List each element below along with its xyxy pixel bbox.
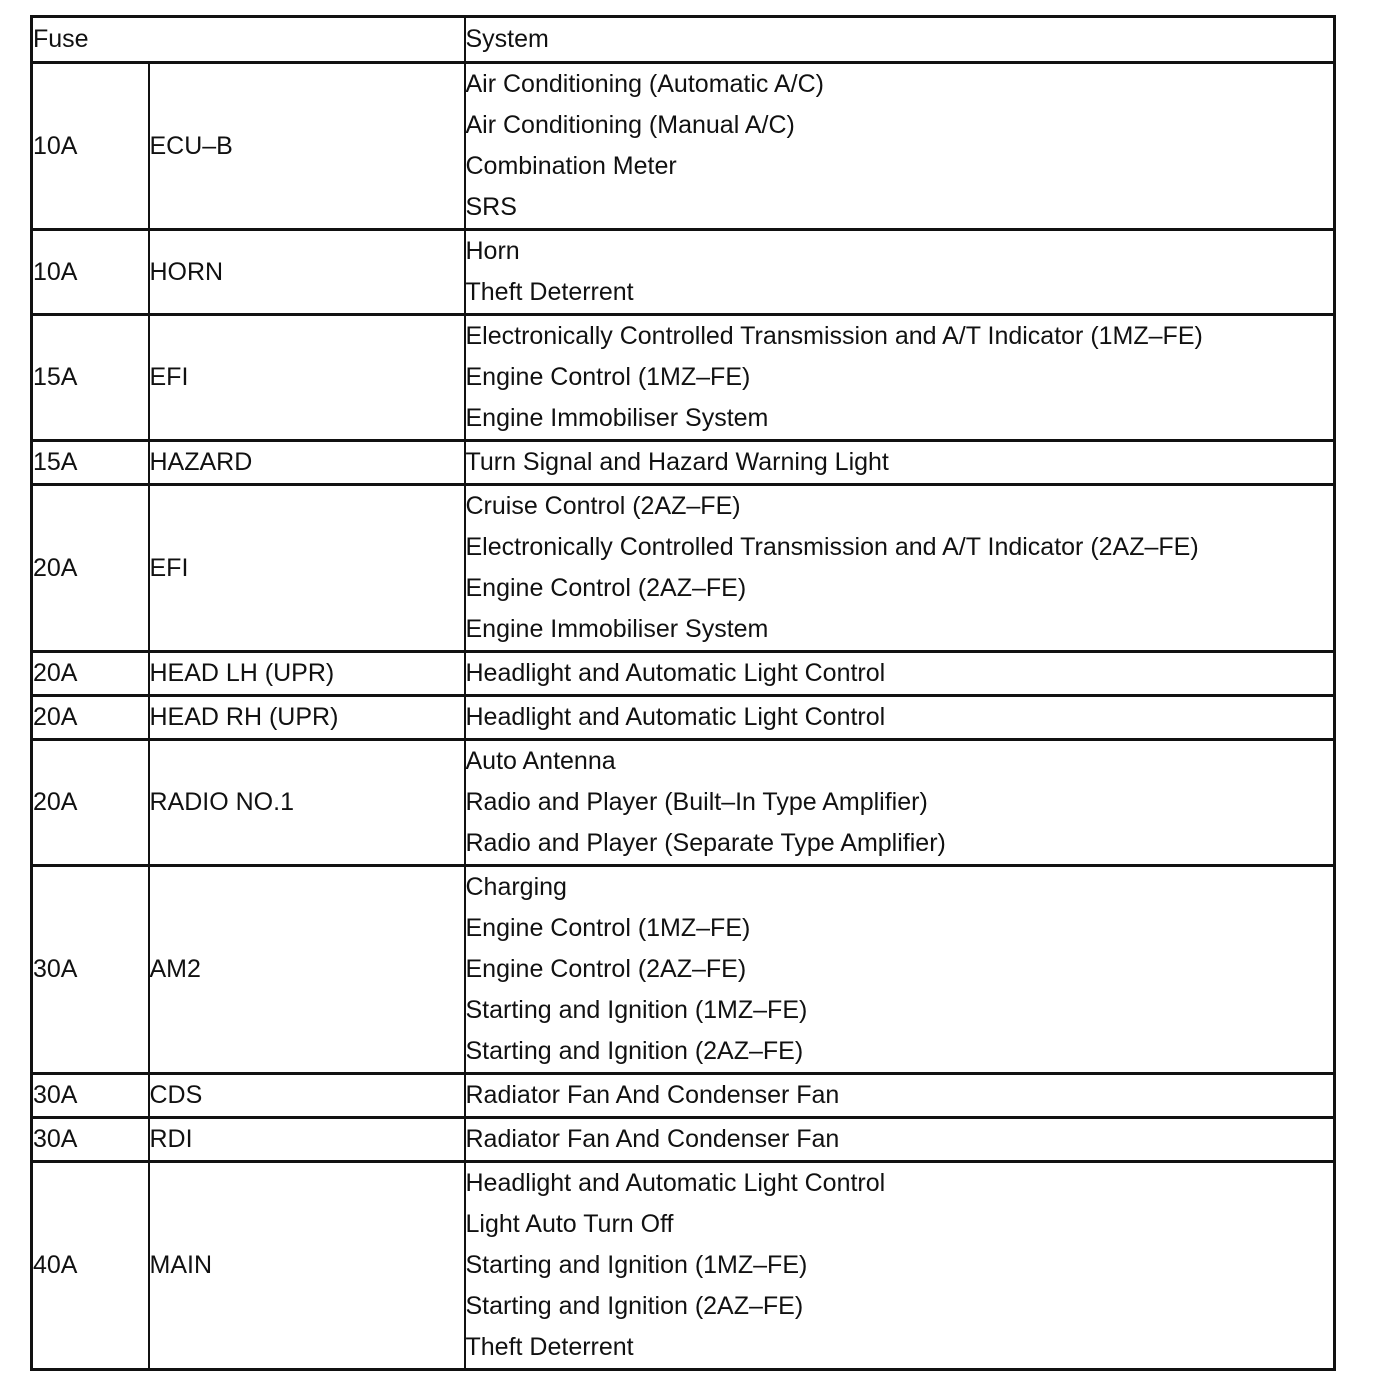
fuse-amperage: 20A bbox=[32, 652, 149, 696]
fuse-name: MAIN bbox=[149, 1162, 465, 1370]
fuse-name: EFI bbox=[149, 315, 465, 441]
system-list bbox=[465, 740, 1335, 866]
system-item: Headlight and Automatic Light Control bbox=[465, 703, 886, 731]
fuse-amperage: 15A bbox=[32, 315, 149, 441]
fuse-amperage: 30A bbox=[32, 866, 149, 1074]
system-item: Combination Meter bbox=[465, 152, 677, 180]
system-list bbox=[465, 652, 1335, 696]
system-item: Headlight and Automatic Light Control bbox=[465, 1169, 886, 1197]
system-item: Radio and Player (Built–In Type Amplifier) bbox=[465, 788, 928, 816]
table-row bbox=[32, 866, 1335, 1074]
system-item: Auto Antenna bbox=[465, 747, 616, 775]
fuse-name: EFI bbox=[149, 485, 465, 652]
system-item: Starting and Ignition (1MZ–FE) bbox=[465, 1251, 808, 1279]
system-list bbox=[465, 230, 1335, 315]
table-row bbox=[32, 652, 1335, 696]
system-item: Starting and Ignition (2AZ–FE) bbox=[465, 1292, 804, 1320]
table-row bbox=[32, 1118, 1335, 1162]
fuse-name: HAZARD bbox=[149, 441, 465, 485]
system-list bbox=[465, 1118, 1335, 1162]
system-item: Radiator Fan And Condenser Fan bbox=[465, 1081, 840, 1109]
fuse-name: ECU–B bbox=[149, 63, 465, 230]
system-item: Charging bbox=[465, 873, 567, 901]
system-item: Engine Control (1MZ–FE) bbox=[465, 914, 751, 942]
fuse-amperage: 40A bbox=[32, 1162, 149, 1370]
system-item: Light Auto Turn Off bbox=[465, 1210, 674, 1238]
system-list bbox=[465, 1162, 1335, 1370]
table-row bbox=[32, 315, 1335, 441]
system-item: SRS bbox=[465, 193, 517, 221]
table-row bbox=[32, 1162, 1335, 1370]
fuse-name: HEAD RH (UPR) bbox=[149, 696, 465, 740]
system-item: Engine Immobiliser System bbox=[465, 404, 769, 432]
system-item: Air Conditioning (Manual A/C) bbox=[465, 111, 795, 139]
system-list bbox=[465, 485, 1335, 652]
system-item: Horn bbox=[465, 237, 520, 265]
fuse-name: HORN bbox=[149, 230, 465, 315]
fuse-name: RADIO NO.1 bbox=[149, 740, 465, 866]
system-item: Headlight and Automatic Light Control bbox=[465, 659, 886, 687]
table-row bbox=[32, 740, 1335, 866]
fuse-name: HEAD LH (UPR) bbox=[149, 652, 465, 696]
table-row bbox=[32, 696, 1335, 740]
system-list bbox=[465, 1074, 1335, 1118]
system-item: Theft Deterrent bbox=[465, 278, 634, 306]
system-item: Radiator Fan And Condenser Fan bbox=[465, 1125, 840, 1153]
system-item: Starting and Ignition (2AZ–FE) bbox=[465, 1037, 804, 1065]
system-item: Electronically Controlled Transmission and A/T Indicator (1MZ–FE) bbox=[465, 322, 1203, 350]
system-item: Engine Immobiliser System bbox=[465, 615, 769, 643]
fuse-amperage: 20A bbox=[32, 485, 149, 652]
table-row bbox=[32, 1074, 1335, 1118]
system-item: Radio and Player (Separate Type Amplifier) bbox=[465, 829, 946, 857]
system-item: Engine Control (2AZ–FE) bbox=[465, 955, 747, 983]
system-column-header: System bbox=[465, 17, 1335, 63]
fuse-amperage: 10A bbox=[32, 230, 149, 315]
system-item: Theft Deterrent bbox=[465, 1333, 634, 1361]
system-item: Turn Signal and Hazard Warning Light bbox=[465, 448, 889, 476]
fuse-name: RDI bbox=[149, 1118, 465, 1162]
table-header-row bbox=[32, 17, 1335, 63]
fuse-name: CDS bbox=[149, 1074, 465, 1118]
system-list bbox=[465, 63, 1335, 230]
system-item: Cruise Control (2AZ–FE) bbox=[465, 492, 741, 520]
fuse-column-header: Fuse bbox=[32, 17, 465, 63]
system-item: Air Conditioning (Automatic A/C) bbox=[465, 70, 824, 98]
fuse-amperage: 30A bbox=[32, 1074, 149, 1118]
fuse-amperage: 20A bbox=[32, 696, 149, 740]
fuse-amperage: 30A bbox=[32, 1118, 149, 1162]
table-row bbox=[32, 63, 1335, 230]
fuse-name: AM2 bbox=[149, 866, 465, 1074]
system-list bbox=[465, 696, 1335, 740]
system-item: Starting and Ignition (1MZ–FE) bbox=[465, 996, 808, 1024]
system-list bbox=[465, 441, 1335, 485]
table-row bbox=[32, 441, 1335, 485]
fuse-amperage: 10A bbox=[32, 63, 149, 230]
fuse-rows bbox=[32, 63, 1335, 1370]
fuse-system-table bbox=[30, 15, 1336, 1371]
fuse-amperage: 20A bbox=[32, 740, 149, 866]
fuse-amperage: 15A bbox=[32, 441, 149, 485]
system-item: Engine Control (2AZ–FE) bbox=[465, 574, 747, 602]
table-row bbox=[32, 485, 1335, 652]
system-list bbox=[465, 866, 1335, 1074]
system-item: Engine Control (1MZ–FE) bbox=[465, 363, 751, 391]
system-list bbox=[465, 315, 1335, 441]
table-row bbox=[32, 230, 1335, 315]
system-item: Electronically Controlled Transmission and A/T Indicator (2AZ–FE) bbox=[465, 533, 1199, 561]
